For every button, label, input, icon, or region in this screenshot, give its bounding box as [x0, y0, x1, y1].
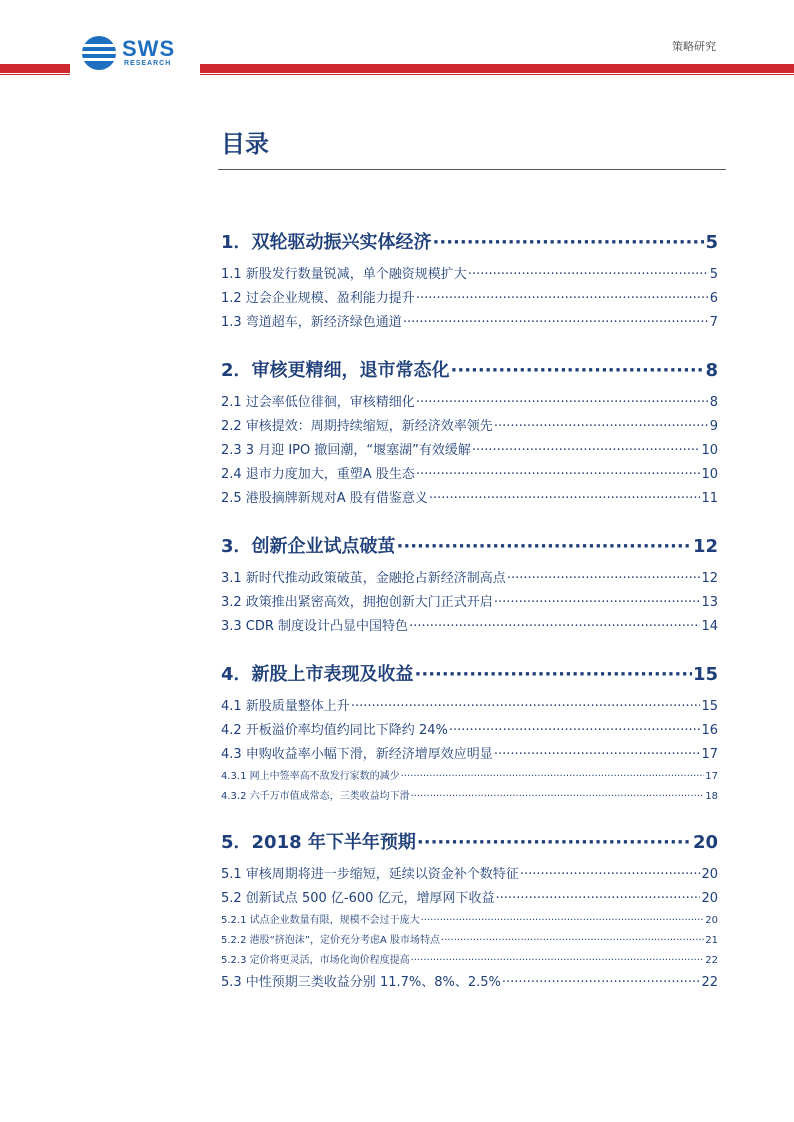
toc-subsection[interactable] — [221, 971, 718, 995]
header-band-right — [200, 64, 794, 73]
toc-entry-title: 1．双轮驱动振兴实体经济 — [221, 232, 432, 253]
toc-section-heading[interactable] — [221, 356, 718, 381]
toc-subsection[interactable] — [221, 415, 718, 439]
toc-entry-title: 2.2 审核提效：周期持续缩短，新经济效率领先 — [221, 419, 493, 434]
toc-subsection[interactable] — [221, 311, 718, 335]
toc-subsection[interactable] — [221, 439, 718, 463]
dot-leader — [496, 891, 701, 906]
toc-entry-title: 5.3 中性预期三类收益分别 11.7%、8%、2.5% — [221, 975, 501, 990]
toc-entry-title: 2.3 3 月迎 IPO 撤回潮，“堰塞湖”有效缓解 — [221, 443, 471, 458]
dot-leader — [429, 491, 701, 506]
dot-leader — [502, 975, 701, 990]
header-band-left — [0, 64, 70, 73]
toc-subsection[interactable] — [221, 695, 718, 719]
sws-logo — [82, 34, 192, 72]
header-rule-right — [200, 74, 794, 75]
toc-entry-title: 4.1 新股质量整体上升 — [221, 699, 350, 714]
toc-page-number: 7 — [709, 315, 718, 330]
toc-page-number: 20 — [692, 832, 718, 853]
toc-entry-title: 4.3.1 网上中签率高不敌发行家数的减少 — [221, 771, 400, 782]
dot-leader — [397, 536, 692, 557]
toc-entry-title: 3．创新企业试点破茧 — [221, 536, 396, 557]
dot-leader — [351, 699, 701, 714]
toc-subsubsection[interactable] — [221, 767, 718, 787]
toc-page-number: 9 — [709, 419, 718, 434]
section-gap — [221, 335, 718, 350]
toc-page-number: 12 — [701, 571, 718, 586]
toc-entry-title: 1.3 弯道超车，新经济绿色通道 — [221, 315, 402, 330]
dot-leader — [451, 360, 705, 381]
toc-page-number: 22 — [705, 955, 718, 966]
toc-page-number: 15 — [692, 664, 718, 685]
toc-subsubsection[interactable] — [221, 787, 718, 807]
logo-subtext: RESEARCH — [124, 60, 172, 67]
toc-entry-title: 5.1 审核周期将进一步缩短，延续以资金补个数特征 — [221, 867, 519, 882]
toc-page-number: 20 — [701, 867, 718, 882]
toc-page-number: 16 — [701, 723, 718, 738]
toc-page-number: 13 — [701, 595, 718, 610]
dot-leader — [472, 443, 701, 458]
dot-leader — [401, 771, 705, 782]
header-rule-left — [0, 74, 70, 75]
toc-page-number: 10 — [701, 443, 718, 458]
dot-leader — [416, 467, 701, 482]
dot-leader — [403, 315, 709, 330]
toc-page-number: 5 — [709, 267, 718, 282]
dot-leader — [417, 832, 692, 853]
toc-page-number: 22 — [701, 975, 718, 990]
toc-subsection[interactable] — [221, 567, 718, 591]
toc-entry-title: 1.1 新股发行数量锐减，单个融资规模扩大 — [221, 267, 467, 282]
toc-page-number: 20 — [701, 891, 718, 906]
toc-page-number: 11 — [701, 491, 718, 506]
toc-page-number: 14 — [701, 619, 718, 634]
toc-title: 目录 — [221, 130, 269, 158]
logo-text: SWS — [122, 36, 176, 61]
dot-leader — [411, 791, 705, 802]
section-gap — [221, 639, 718, 654]
toc-page-number: 10 — [701, 467, 718, 482]
dot-leader — [411, 955, 705, 966]
dot-leader — [421, 915, 705, 926]
toc-entry-title: 3.3 CDR 制度设计凸显中国特色 — [221, 619, 409, 634]
toc-subsection[interactable] — [221, 743, 718, 767]
toc-section-heading[interactable] — [221, 660, 718, 685]
toc-page-number: 17 — [701, 747, 718, 762]
toc-entry-title: 5.2.2 港股“挤泡沫”，定价充分考虑A 股市场特点 — [221, 935, 441, 946]
report-type: 策略研究 — [672, 40, 716, 53]
toc-page-number: 6 — [709, 291, 718, 306]
toc-entry-title: 2.1 过会率低位徘徊，审核精细化 — [221, 395, 415, 410]
dot-leader — [441, 935, 704, 946]
toc-entry-title: 5.2.1 试点企业数量有限，规模不会过于庞大 — [221, 915, 420, 926]
dot-leader — [433, 232, 705, 253]
toc-entry-title: 1.2 过会企业规模、盈利能力提升 — [221, 291, 415, 306]
toc-page-number: 12 — [692, 536, 718, 557]
toc-subsection[interactable] — [221, 591, 718, 615]
toc-subsubsection[interactable] — [221, 931, 718, 951]
section-gap — [221, 511, 718, 526]
dot-leader — [409, 619, 700, 634]
dot-leader — [416, 395, 709, 410]
toc-page-number: 21 — [705, 935, 718, 946]
toc-entry-title: 3.2 政策推出紧密高效，拥抱创新大门正式开启 — [221, 595, 493, 610]
dot-leader — [494, 595, 701, 610]
toc-entry-title: 5．2018 年下半年预期 — [221, 832, 416, 853]
toc-page-number: 15 — [701, 699, 718, 714]
toc-subsection[interactable] — [221, 615, 718, 639]
dot-leader — [494, 419, 709, 434]
toc-entry-title: 4.3.2 六千万市值成常态，三类收益均下滑 — [221, 791, 410, 802]
toc-entry-title: 4.3 申购收益率小幅下滑，新经济增厚效应明显 — [221, 747, 493, 762]
toc-subsection[interactable] — [221, 719, 718, 743]
dot-leader — [415, 664, 692, 685]
title-divider — [218, 169, 726, 170]
toc-entry-title: 4.2 开板溢价率均值约同比下降约 24% — [221, 723, 448, 738]
toc-subsubsection[interactable] — [221, 911, 718, 931]
toc-section-heading[interactable] — [221, 532, 718, 557]
toc-subsection[interactable] — [221, 863, 718, 887]
toc-page-number: 18 — [705, 791, 718, 802]
dot-leader — [507, 571, 701, 586]
toc-entry-title: 2.5 港股摘牌新规对A 股有借鉴意义 — [221, 491, 428, 506]
dot-leader — [520, 867, 701, 882]
toc-subsection[interactable] — [221, 463, 718, 487]
dot-leader — [416, 291, 709, 306]
logo-globe-icon — [82, 36, 116, 70]
toc-page-number: 5 — [705, 232, 718, 253]
toc-page-number: 8 — [709, 395, 718, 410]
toc-entry-title: 3.1 新时代推动政策破茧，金融抢占新经济制高点 — [221, 571, 506, 586]
toc-entry-title: 2．审核更精细，退市常态化 — [221, 360, 450, 381]
toc-section-heading[interactable] — [221, 828, 718, 853]
toc-entry-title: 5.2.3 定价将更灵活，市场化询价程度提高 — [221, 955, 410, 966]
dot-leader — [494, 747, 701, 762]
toc-subsection[interactable] — [221, 887, 718, 911]
dot-leader — [468, 267, 709, 282]
toc-entry-title: 5.2 创新试点 500 亿-600 亿元，增厚网下收益 — [221, 891, 495, 906]
toc-page-number: 8 — [705, 360, 718, 381]
toc-subsection[interactable] — [221, 391, 718, 415]
toc-section-heading[interactable] — [221, 228, 718, 253]
toc-page-number: 17 — [705, 771, 718, 782]
toc-subsection[interactable] — [221, 287, 718, 311]
section-gap — [221, 807, 718, 822]
toc-entry-title: 2.4 退市力度加大，重塑A 股生态 — [221, 467, 415, 482]
toc-subsection[interactable] — [221, 487, 718, 511]
dot-leader — [449, 723, 701, 738]
toc-subsection[interactable] — [221, 263, 718, 287]
table-of-contents — [221, 222, 718, 995]
toc-entry-title: 4．新股上市表现及收益 — [221, 664, 414, 685]
toc-page-number: 20 — [705, 915, 718, 926]
toc-subsubsection[interactable] — [221, 951, 718, 971]
